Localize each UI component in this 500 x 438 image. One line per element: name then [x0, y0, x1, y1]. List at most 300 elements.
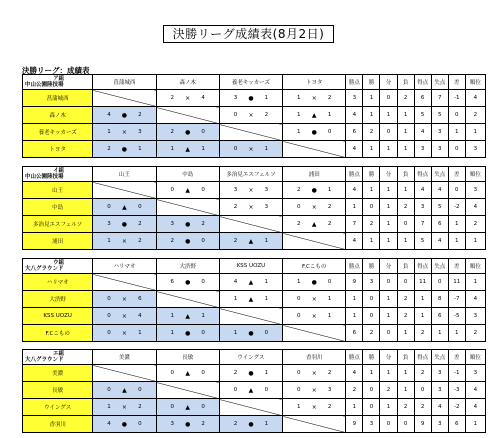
stat-header: 失点	[431, 167, 448, 182]
team-name: 菖蒲城西	[23, 90, 93, 107]
score-against: 1	[264, 370, 269, 376]
stat-header: 差	[448, 350, 465, 365]
match-result-cell	[93, 141, 156, 158]
match-result-cell	[283, 182, 346, 199]
score-for: 1	[297, 404, 301, 410]
result-symbol: ▲	[248, 237, 254, 245]
match-result-cell	[93, 199, 156, 216]
self-match-cell	[93, 365, 156, 382]
match-result-cell	[156, 325, 219, 342]
score-for: 0	[233, 146, 238, 152]
stat-cell: 2	[414, 365, 431, 382]
team-name: ハリマオ	[23, 274, 93, 291]
result-symbol: ▲	[185, 369, 190, 377]
match-result-cell	[283, 216, 346, 233]
team-name: 中島	[23, 199, 93, 216]
score-against: 2	[264, 112, 269, 118]
result-symbol: ×	[311, 295, 317, 303]
opponent-header: 多治見エスフェルソ	[219, 167, 282, 182]
match-result-cell	[219, 107, 282, 124]
stat-cell: 0	[397, 274, 414, 291]
score-for: 0	[297, 313, 301, 319]
result-symbol: ▲	[311, 111, 317, 119]
score-for: 1	[170, 313, 175, 319]
score-for: 1	[107, 129, 111, 135]
stat-cell: 5	[431, 107, 448, 124]
result-symbol: ×	[311, 403, 317, 411]
team-row	[23, 216, 486, 233]
team-row	[23, 107, 486, 124]
league-table-group-1	[22, 74, 486, 158]
page-title: 決勝リーグ成績表(8月2日)	[163, 25, 334, 43]
score-for: 0	[297, 387, 301, 393]
team-row	[23, 141, 486, 158]
match-result-cell	[219, 382, 282, 399]
score-against: 0	[264, 387, 269, 393]
result-symbol: ▲	[185, 312, 190, 320]
score-for: 4	[233, 279, 238, 285]
stat-header: 分	[380, 350, 397, 365]
match-result-cell	[93, 124, 156, 141]
stat-cell: 3	[346, 90, 363, 107]
score-against: 1	[264, 238, 269, 244]
score-against: 2	[138, 238, 142, 244]
score-against: 2	[327, 95, 332, 101]
section-subtitle: 決勝リーグ：成績表	[22, 66, 90, 75]
stat-header: 勝	[363, 350, 380, 365]
stat-cell: 4	[465, 382, 485, 399]
match-result-cell	[283, 399, 346, 416]
stat-cell: 0	[414, 382, 431, 399]
result-symbol: ▲	[248, 386, 254, 394]
team-name: KSS UOZU	[23, 308, 93, 325]
score-for: 1	[297, 95, 301, 101]
score-for: 2	[233, 238, 238, 244]
stat-cell: 4	[465, 199, 485, 216]
score-for: 0	[297, 296, 301, 302]
self-match-cell	[93, 274, 156, 291]
score-for: 3	[233, 187, 238, 193]
score-against: 1	[138, 330, 142, 336]
match-result-cell	[156, 216, 219, 233]
stat-header: 差	[448, 167, 465, 182]
stat-cell: 4	[346, 233, 363, 250]
opponent-header: 森ノ木	[156, 75, 219, 90]
stat-cell: 5	[431, 199, 448, 216]
stat-cell: 6	[346, 325, 363, 342]
result-symbol: ●	[185, 220, 191, 228]
match-result-cell	[93, 325, 156, 342]
stat-cell: 1	[380, 141, 397, 158]
stat-cell: 6	[431, 308, 448, 325]
result-symbol: ▲	[185, 403, 190, 411]
result-symbol: ▲	[122, 386, 127, 394]
stat-cell: 1	[397, 182, 414, 199]
team-row	[23, 308, 486, 325]
result-symbol: ×	[311, 386, 317, 394]
stat-cell: -2	[448, 199, 465, 216]
team-name: 大渋野	[23, 291, 93, 308]
score-for: 2	[170, 95, 175, 101]
opponent-header: トヨタ	[283, 75, 346, 90]
stat-cell: 1	[363, 233, 380, 250]
result-symbol: ●	[185, 278, 191, 286]
score-for: 1	[297, 279, 301, 285]
stat-header: 勝点	[346, 350, 363, 365]
match-result-cell	[93, 416, 156, 433]
result-symbol: ●	[185, 329, 191, 337]
match-result-cell	[93, 216, 156, 233]
match-result-cell	[283, 199, 346, 216]
stat-cell: 1	[363, 365, 380, 382]
stat-cell: 3	[431, 124, 448, 141]
match-result-cell	[219, 199, 282, 216]
team-name: F.Cこもの	[23, 325, 93, 342]
stat-cell: 4	[465, 291, 485, 308]
self-match-cell	[219, 399, 282, 416]
result-symbol: ●	[185, 237, 191, 245]
team-row	[23, 365, 486, 382]
match-result-cell	[219, 291, 282, 308]
stat-cell: 3	[431, 141, 448, 158]
group-label	[23, 350, 93, 365]
stat-cell: 2	[414, 325, 431, 342]
stat-cell: 0	[448, 141, 465, 158]
score-for: 1	[107, 404, 111, 410]
self-match-cell	[283, 233, 346, 250]
stat-cell: 2	[397, 199, 414, 216]
stat-cell: 3	[431, 365, 448, 382]
group-name: エ組	[53, 351, 65, 357]
match-result-cell	[156, 141, 219, 158]
score-against: 0	[201, 238, 205, 244]
group-name: ウ組	[53, 260, 65, 266]
stat-cell: 1	[414, 308, 431, 325]
stat-cell: 7	[431, 90, 448, 107]
score-against: 0	[201, 279, 205, 285]
result-symbol: ●	[248, 94, 254, 102]
stat-header: 失点	[431, 350, 448, 365]
stat-cell: 4	[414, 124, 431, 141]
match-result-cell	[93, 399, 156, 416]
stat-cell: 2	[465, 107, 485, 124]
stat-header: 得点	[414, 259, 431, 274]
match-result-cell	[156, 182, 219, 199]
stat-cell: 0	[448, 107, 465, 124]
result-symbol: ×	[311, 312, 317, 320]
stat-cell: -7	[448, 291, 465, 308]
stat-header: 負	[397, 167, 414, 182]
match-result-cell	[93, 308, 156, 325]
stat-cell: 1	[397, 141, 414, 158]
match-result-cell	[219, 233, 282, 250]
stat-cell: 4	[465, 90, 485, 107]
team-name: 山王	[23, 182, 93, 199]
score-for: 3	[233, 95, 238, 101]
stat-header: 勝点	[346, 167, 363, 182]
stat-cell: 3	[465, 182, 485, 199]
result-symbol: ●	[121, 111, 128, 119]
stat-cell: 1	[397, 233, 414, 250]
stat-cell: 1	[397, 325, 414, 342]
match-result-cell	[156, 399, 219, 416]
score-against: 3	[138, 129, 142, 135]
match-result-cell	[156, 416, 219, 433]
result-symbol: ▲	[248, 295, 254, 303]
stat-cell: 1	[397, 365, 414, 382]
stat-cell: 0	[363, 399, 380, 416]
self-match-cell	[283, 325, 346, 342]
stat-cell: 1	[431, 325, 448, 342]
team-row	[23, 274, 486, 291]
team-name: 森ノ木	[23, 107, 93, 124]
self-match-cell	[219, 124, 282, 141]
group-label	[23, 75, 93, 90]
stat-cell: 3	[414, 199, 431, 216]
score-for: 2	[170, 238, 175, 244]
stat-header: 勝	[363, 75, 380, 90]
team-name: 養老キッカーズ	[23, 124, 93, 141]
stat-cell: 0	[380, 274, 397, 291]
score-for: 1	[170, 146, 175, 152]
result-symbol: ▲	[185, 145, 190, 153]
team-row	[23, 325, 486, 342]
result-symbol: ×	[121, 329, 127, 337]
stat-cell: 4	[346, 182, 363, 199]
stat-header: 分	[380, 259, 397, 274]
stat-cell: 3	[465, 365, 485, 382]
match-result-cell	[156, 233, 219, 250]
stat-cell: 2	[414, 399, 431, 416]
score-against: 0	[327, 129, 332, 135]
stat-cell: 0	[363, 382, 380, 399]
opponent-header: ハリマオ	[93, 259, 156, 274]
opponent-header: 浦田	[283, 167, 346, 182]
score-against: 4	[138, 313, 142, 319]
stat-cell: 1	[380, 233, 397, 250]
score-against: 0	[201, 330, 205, 336]
stat-cell: 4	[431, 399, 448, 416]
score-against: 6	[138, 296, 142, 302]
stat-header: 得点	[414, 167, 431, 182]
stat-cell: 2	[397, 399, 414, 416]
stat-cell: 3	[363, 274, 380, 291]
league-table-group-2	[22, 166, 486, 250]
match-result-cell	[283, 107, 346, 124]
score-against: 1	[138, 146, 142, 152]
opponent-header: ウイングス	[219, 350, 282, 365]
header-row	[23, 350, 486, 365]
score-against: 1	[327, 187, 332, 193]
result-symbol: ●	[248, 420, 254, 428]
stat-cell: 1	[380, 291, 397, 308]
score-against: 1	[264, 146, 269, 152]
stat-cell: 6	[448, 416, 465, 433]
self-match-cell	[156, 199, 219, 216]
score-for: 6	[170, 279, 175, 285]
group-venue: 大八グラウンド	[25, 266, 64, 272]
group-venue: 中山公園陸技場	[25, 82, 64, 88]
score-against: 3	[264, 187, 269, 193]
score-for: 1	[233, 330, 238, 336]
stat-header: 負	[397, 350, 414, 365]
group-venue: 中山公園陸技場	[25, 174, 64, 180]
score-for: 2	[170, 129, 175, 135]
score-against: 0	[138, 204, 142, 210]
self-match-cell	[156, 107, 219, 124]
stat-cell: 1	[380, 182, 397, 199]
stat-cell: 1	[363, 90, 380, 107]
stat-cell: 6	[414, 90, 431, 107]
score-for: 2	[297, 187, 301, 193]
team-row	[23, 182, 486, 199]
score-against: 2	[327, 204, 332, 210]
stat-cell: 0	[363, 291, 380, 308]
opponent-header: 長敏	[156, 350, 219, 365]
result-symbol: ×	[121, 312, 127, 320]
stat-cell: 0	[380, 416, 397, 433]
stat-header: 失点	[431, 75, 448, 90]
stat-cell: 7	[346, 216, 363, 233]
stat-header: 失点	[431, 259, 448, 274]
score-for: 1	[297, 129, 301, 135]
team-row	[23, 382, 486, 399]
stat-cell: 11	[448, 274, 465, 291]
stat-cell: 8	[431, 291, 448, 308]
score-against: 1	[264, 296, 269, 302]
score-for: 1	[233, 296, 238, 302]
result-symbol: ×	[121, 128, 127, 136]
stat-header: 勝点	[346, 259, 363, 274]
result-symbol: ×	[121, 295, 127, 303]
stat-cell: 2	[363, 124, 380, 141]
stat-header: 負	[397, 259, 414, 274]
result-symbol: ×	[311, 369, 317, 377]
stat-header: 順位	[465, 350, 485, 365]
stat-cell: 4	[431, 233, 448, 250]
stat-cell: 3	[414, 141, 431, 158]
self-match-cell	[283, 141, 346, 158]
self-match-cell	[283, 416, 346, 433]
stat-cell: 1	[448, 325, 465, 342]
score-for: 1	[107, 238, 111, 244]
opponent-header: 菖蒲城西	[93, 75, 156, 90]
team-name: 香羽川	[23, 416, 93, 433]
opponent-header: 山王	[93, 167, 156, 182]
stat-cell: 1	[465, 416, 485, 433]
result-symbol: ×	[185, 94, 191, 102]
stat-cell: 2	[465, 325, 485, 342]
result-symbol: ×	[121, 237, 127, 245]
score-against: 2	[138, 221, 142, 227]
match-result-cell	[283, 124, 346, 141]
score-for: 0	[233, 387, 238, 393]
stat-cell: 1	[346, 308, 363, 325]
team-name: 浦田	[23, 233, 93, 250]
match-result-cell	[283, 308, 346, 325]
match-result-cell	[156, 90, 219, 107]
team-row	[23, 124, 486, 141]
stat-cell: 0	[397, 216, 414, 233]
stat-cell: 1	[448, 233, 465, 250]
result-symbol: ▲	[248, 278, 254, 286]
league-table-group-4	[22, 349, 486, 433]
score-for: 0	[107, 296, 111, 302]
team-name: 美濃	[23, 365, 93, 382]
score-for: 1	[170, 330, 175, 336]
score-against: 0	[264, 330, 269, 336]
stat-cell: 1	[448, 216, 465, 233]
result-symbol: ×	[311, 94, 317, 102]
score-for: 0	[297, 370, 301, 376]
team-row	[23, 416, 486, 433]
match-result-cell	[283, 90, 346, 107]
stat-cell: 11	[414, 274, 431, 291]
result-symbol: ▲	[185, 186, 190, 194]
match-result-cell	[219, 365, 282, 382]
match-result-cell	[283, 274, 346, 291]
stat-cell: 3	[431, 416, 448, 433]
score-against: 0	[201, 404, 205, 410]
stat-cell: 1	[380, 365, 397, 382]
self-match-cell	[219, 216, 282, 233]
stat-cell: 4	[346, 365, 363, 382]
result-symbol: ×	[248, 145, 254, 153]
stat-cell: 1	[346, 291, 363, 308]
stat-cell: 4	[346, 107, 363, 124]
stat-cell: -5	[448, 308, 465, 325]
stat-cell: 1	[465, 233, 485, 250]
stat-cell: 1	[363, 141, 380, 158]
stat-cell: 5	[414, 233, 431, 250]
stat-cell: 1	[397, 107, 414, 124]
stat-header: 順位	[465, 167, 485, 182]
stat-header: 勝点	[346, 75, 363, 90]
stat-cell: 0	[431, 274, 448, 291]
match-result-cell	[219, 90, 282, 107]
stat-cell: -3	[448, 382, 465, 399]
score-for: 0	[297, 204, 301, 210]
stat-cell: 2	[397, 308, 414, 325]
match-result-cell	[93, 382, 156, 399]
stat-cell: 1	[363, 107, 380, 124]
group-label	[23, 259, 93, 274]
stat-cell: 0	[397, 416, 414, 433]
score-against: 1	[327, 296, 332, 302]
score-against: 0	[138, 421, 142, 427]
stat-cell: 1	[380, 308, 397, 325]
score-against: 1	[264, 279, 269, 285]
score-against: 0	[201, 370, 205, 376]
stat-cell: 2	[363, 216, 380, 233]
stat-cell: -1	[448, 90, 465, 107]
match-result-cell	[156, 124, 219, 141]
match-result-cell	[156, 274, 219, 291]
score-against: 0	[138, 387, 142, 393]
stat-header: 分	[380, 167, 397, 182]
result-symbol: ▲	[311, 220, 317, 228]
stat-header: 得点	[414, 350, 431, 365]
score-for: 0	[107, 330, 111, 336]
opponent-header: 中島	[156, 167, 219, 182]
match-result-cell	[283, 382, 346, 399]
result-symbol: ×	[248, 203, 254, 211]
match-result-cell	[219, 416, 282, 433]
score-against: 1	[201, 146, 205, 152]
stat-header: 得点	[414, 75, 431, 90]
stat-cell: -2	[448, 399, 465, 416]
score-against: 0	[327, 279, 332, 285]
